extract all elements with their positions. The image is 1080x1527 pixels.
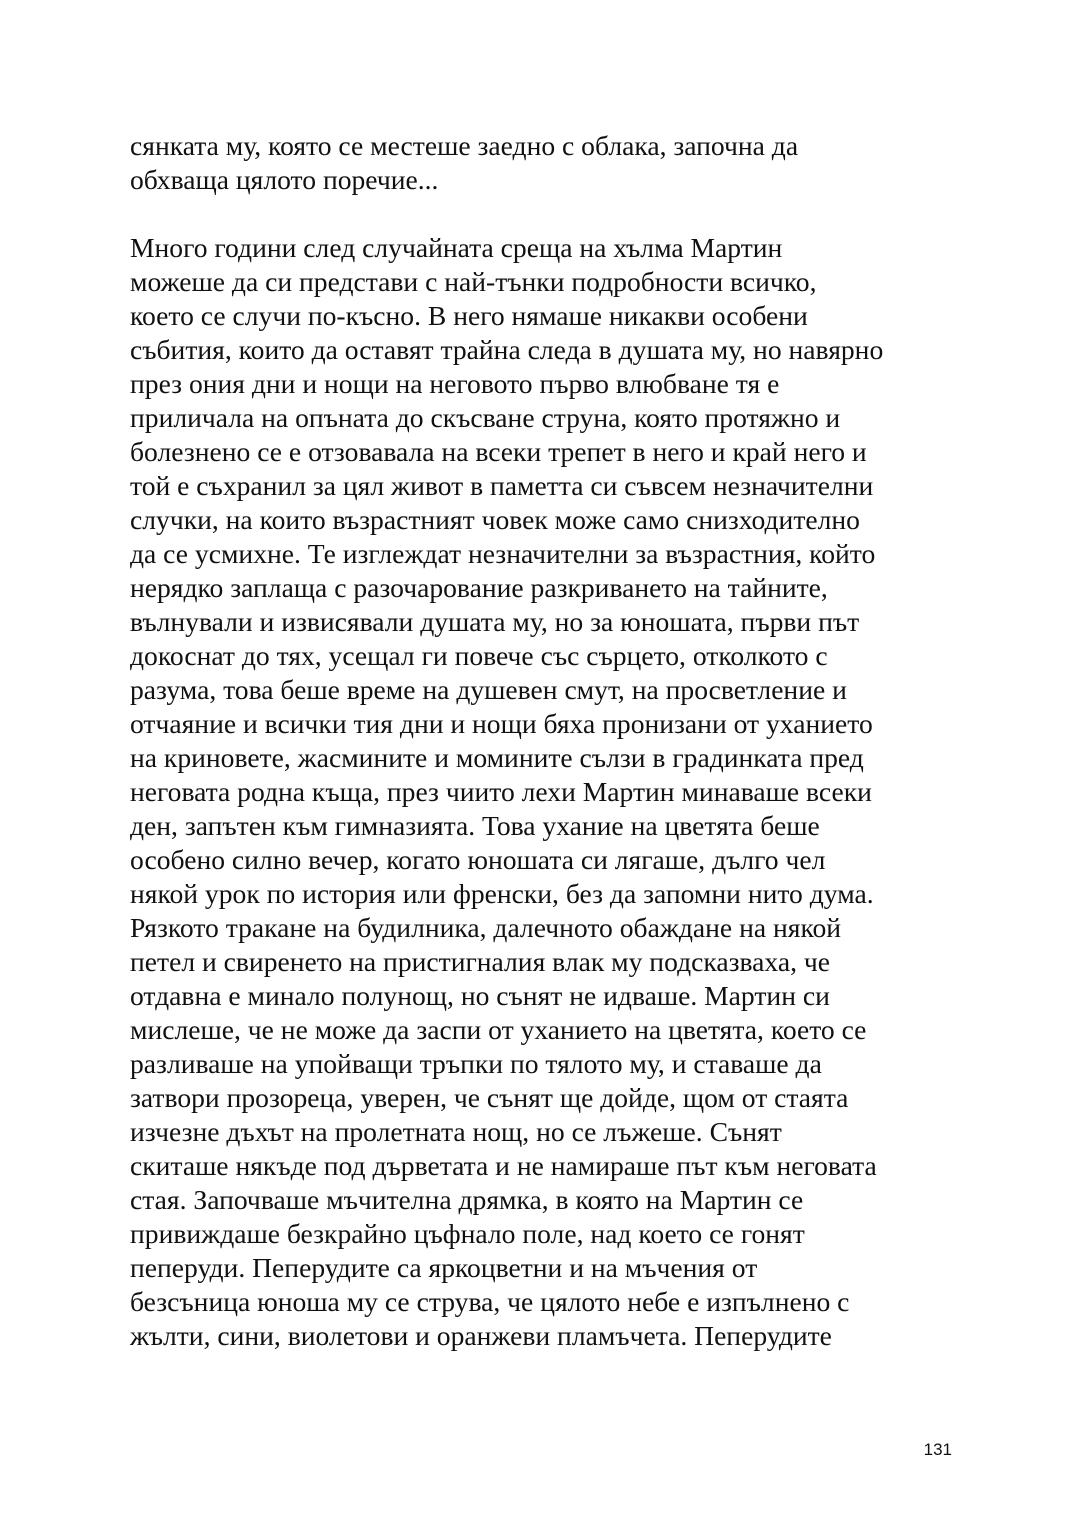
text-line: привиждаше безкрайно цъфнало поле, над което се гонят: [130, 1218, 805, 1249]
text-line: приличала на опъната до скъсване струна, която протяжно и: [130, 402, 841, 433]
text-line: Рязкото тракане на будилника, далечното обаждане на някой: [130, 912, 842, 943]
text-line: на криновете, жасмините и момините сълзи в градинката пред: [130, 742, 864, 773]
text-line: безсъница юноша му се струва, че цялото небе е изпълнено с: [130, 1286, 850, 1317]
paragraph-gap: [130, 197, 960, 231]
text-line: през ония дни и нощи на неговото първо влюбване тя е: [130, 368, 780, 399]
text-line: случки, на които възрастният човек може само снизходително: [130, 504, 860, 535]
text-line: особено силно вечер, когато юношата си лягаше, дълго чел: [130, 844, 826, 875]
text-line: той е съхранил за цял живот в паметта си съвсем незначителни: [130, 470, 874, 501]
text-line: сянката му, която се местеше заедно с облака, започна да: [130, 130, 799, 161]
text-line: неговата родна къща, през чиито лехи Мартин минаваше всеки: [130, 776, 872, 807]
text-line: затвори прозореца, уверен, че сънят ще дойде, щом от стаята: [130, 1082, 849, 1113]
text-line: ден, запътен към гимназията. Това ухание на цветята беше: [130, 810, 820, 841]
paragraph-2: [130, 231, 960, 1353]
paragraph-1: [130, 129, 960, 197]
text-line: което се случи по-късно. В него нямаше никакви особени: [130, 300, 808, 331]
text-line: разума, това беше време на душевен смут, на просветление и: [130, 674, 847, 705]
text-line: вълнували и извисявали душата му, но за юношата, първи път: [130, 606, 860, 637]
text-line: мислеше, че не може да заспи от уханието на цветята, което се: [130, 1014, 867, 1045]
text-line: петел и свиренето на пристигналия влак му подсказваха, че: [130, 946, 831, 977]
page-number: 131: [923, 1440, 952, 1459]
text-line: докоснат до тях, усещал ги повече със сърцето, отколкото с: [130, 640, 828, 671]
text-line: обхваща цялото поречие...: [130, 164, 439, 195]
text-line: болезнено се е отзовавала на всеки трепет в него и край него и: [130, 436, 867, 467]
text-line: пеперуди. Пеперудите са яркоцветни и на мъчения от: [130, 1252, 758, 1283]
text-line: да се усмихне. Те изглеждат незначителни за възрастния, който: [130, 538, 876, 569]
text-line: Много години след случайната среща на хълма Мартин: [130, 232, 783, 263]
text-line: стая. Започваше мъчителна дрямка, в която на Мартин се: [130, 1184, 804, 1215]
text-line: разливаше на упойващи тръпки по тялото му, и ставаше да: [130, 1048, 822, 1079]
text-line: можеше да си представи с най-тънки подробности всичко,: [130, 266, 817, 297]
body-text: [130, 129, 960, 1353]
text-line: изчезне дъхът на пролетната нощ, но се лъжеше. Сънят: [130, 1116, 782, 1147]
text-line: отдавна е минало полунощ, но сънят не идваше. Мартин си: [130, 980, 830, 1011]
text-line: нерядко заплаща с разочарование разкриването на тайните,: [130, 572, 828, 603]
text-line: жълти, сини, виолетови и оранжеви пламъчета. Пеперудите: [130, 1320, 832, 1351]
text-line: скиташе някъде под дърветата и не намираше път към неговата: [130, 1150, 877, 1181]
text-line: отчаяние и всички тия дни и нощи бяха пронизани от уханието: [130, 708, 873, 739]
text-line: някой урок по история или френски, без да запомни нито дума.: [130, 878, 874, 909]
text-line: събития, които да оставят трайна следа в душата му, но навярно: [130, 334, 884, 365]
